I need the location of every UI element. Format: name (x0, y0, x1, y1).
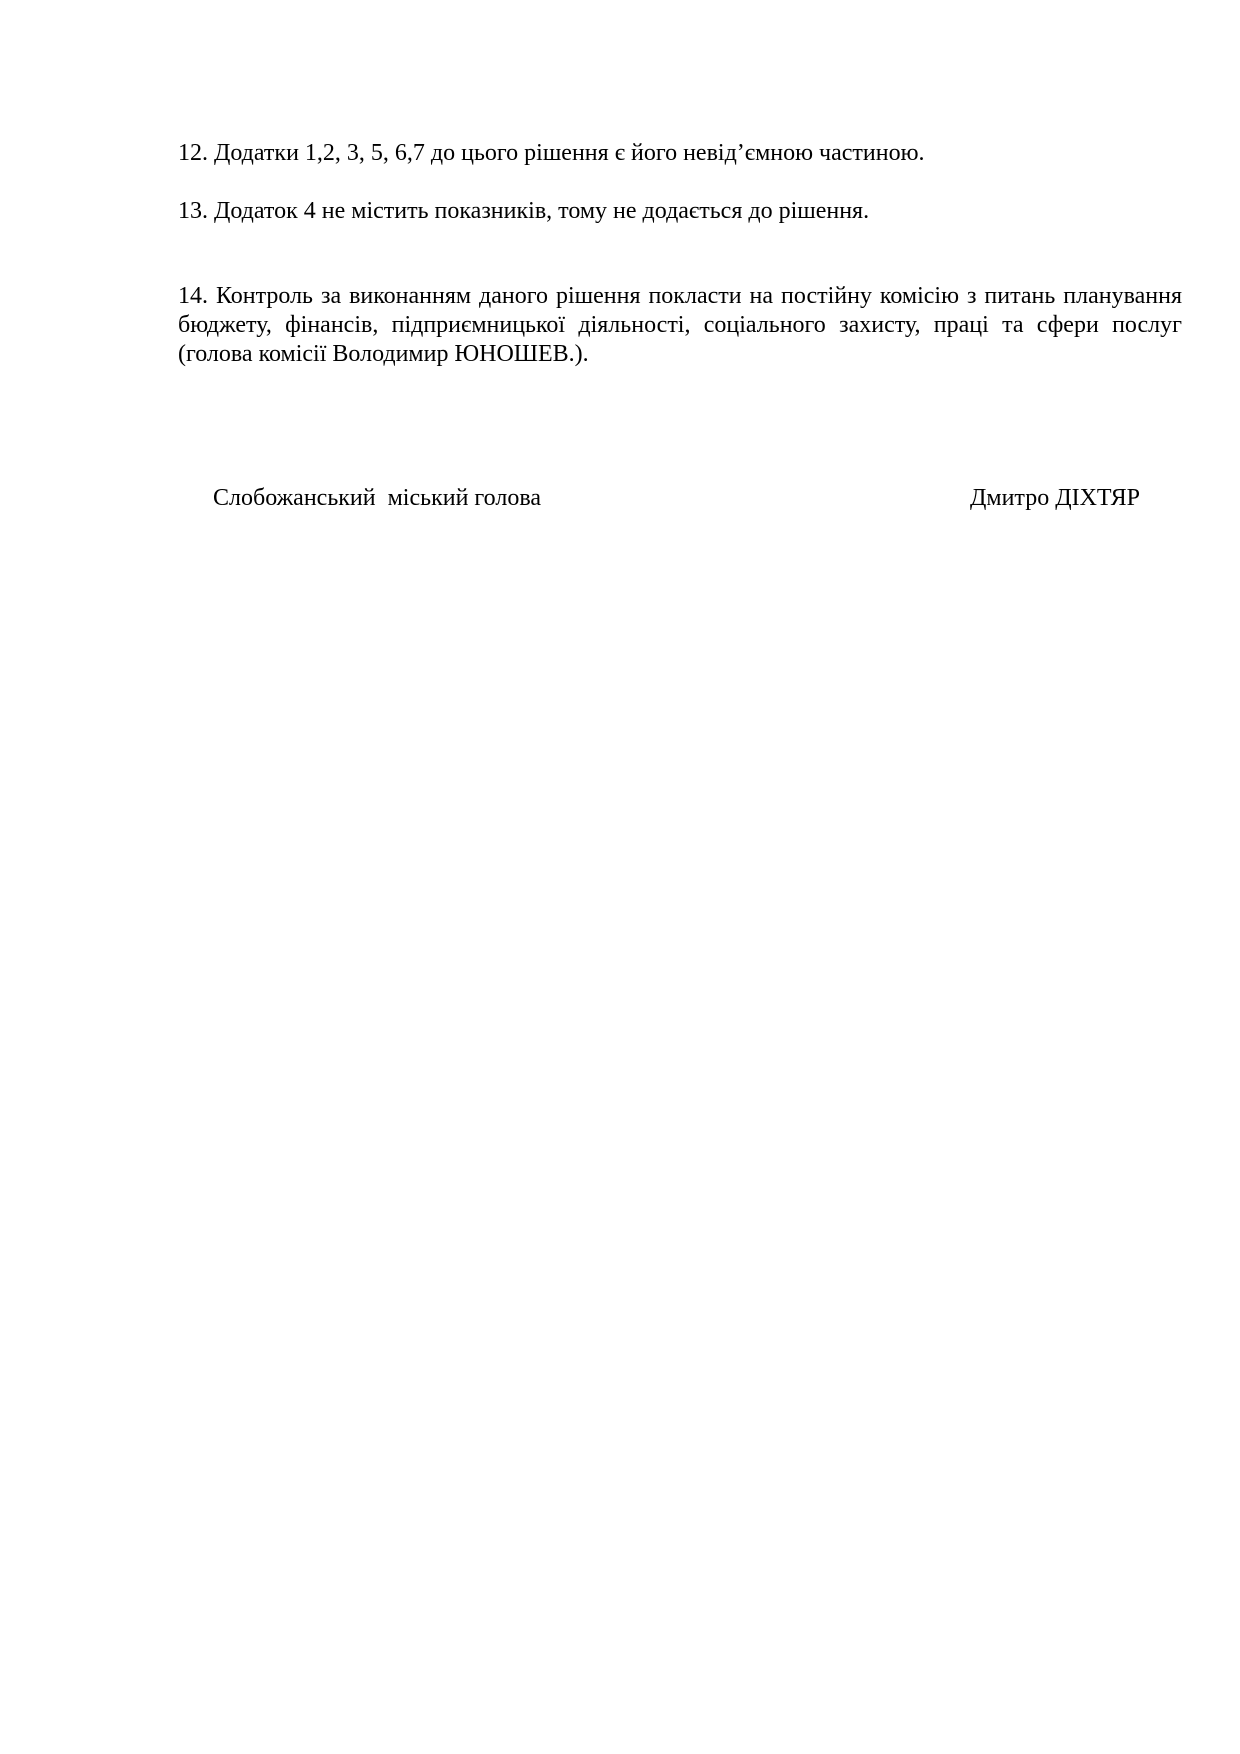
signature-title: Слобожанський міський голова (213, 485, 541, 511)
paragraph-14: 14. Контроль за виконанням даного рішення покласти на постійну комісію з питань планування бюджету, фінансів, підприємницької діяльності, соціального захисту, праці та сфери послуг (голова комісії Володимир ЮНОШЕВ.). (178, 283, 1182, 367)
paragraph-12: 12. Додатки 1,2, 3, 5, 6,7 до цього рішення є його невід’ємною частиною. (178, 140, 925, 166)
paragraph-13: 13. Додаток 4 не містить показників, тому не додається до рішення. (178, 198, 870, 224)
signature-name: Дмитро ДІХТЯР (970, 485, 1140, 511)
